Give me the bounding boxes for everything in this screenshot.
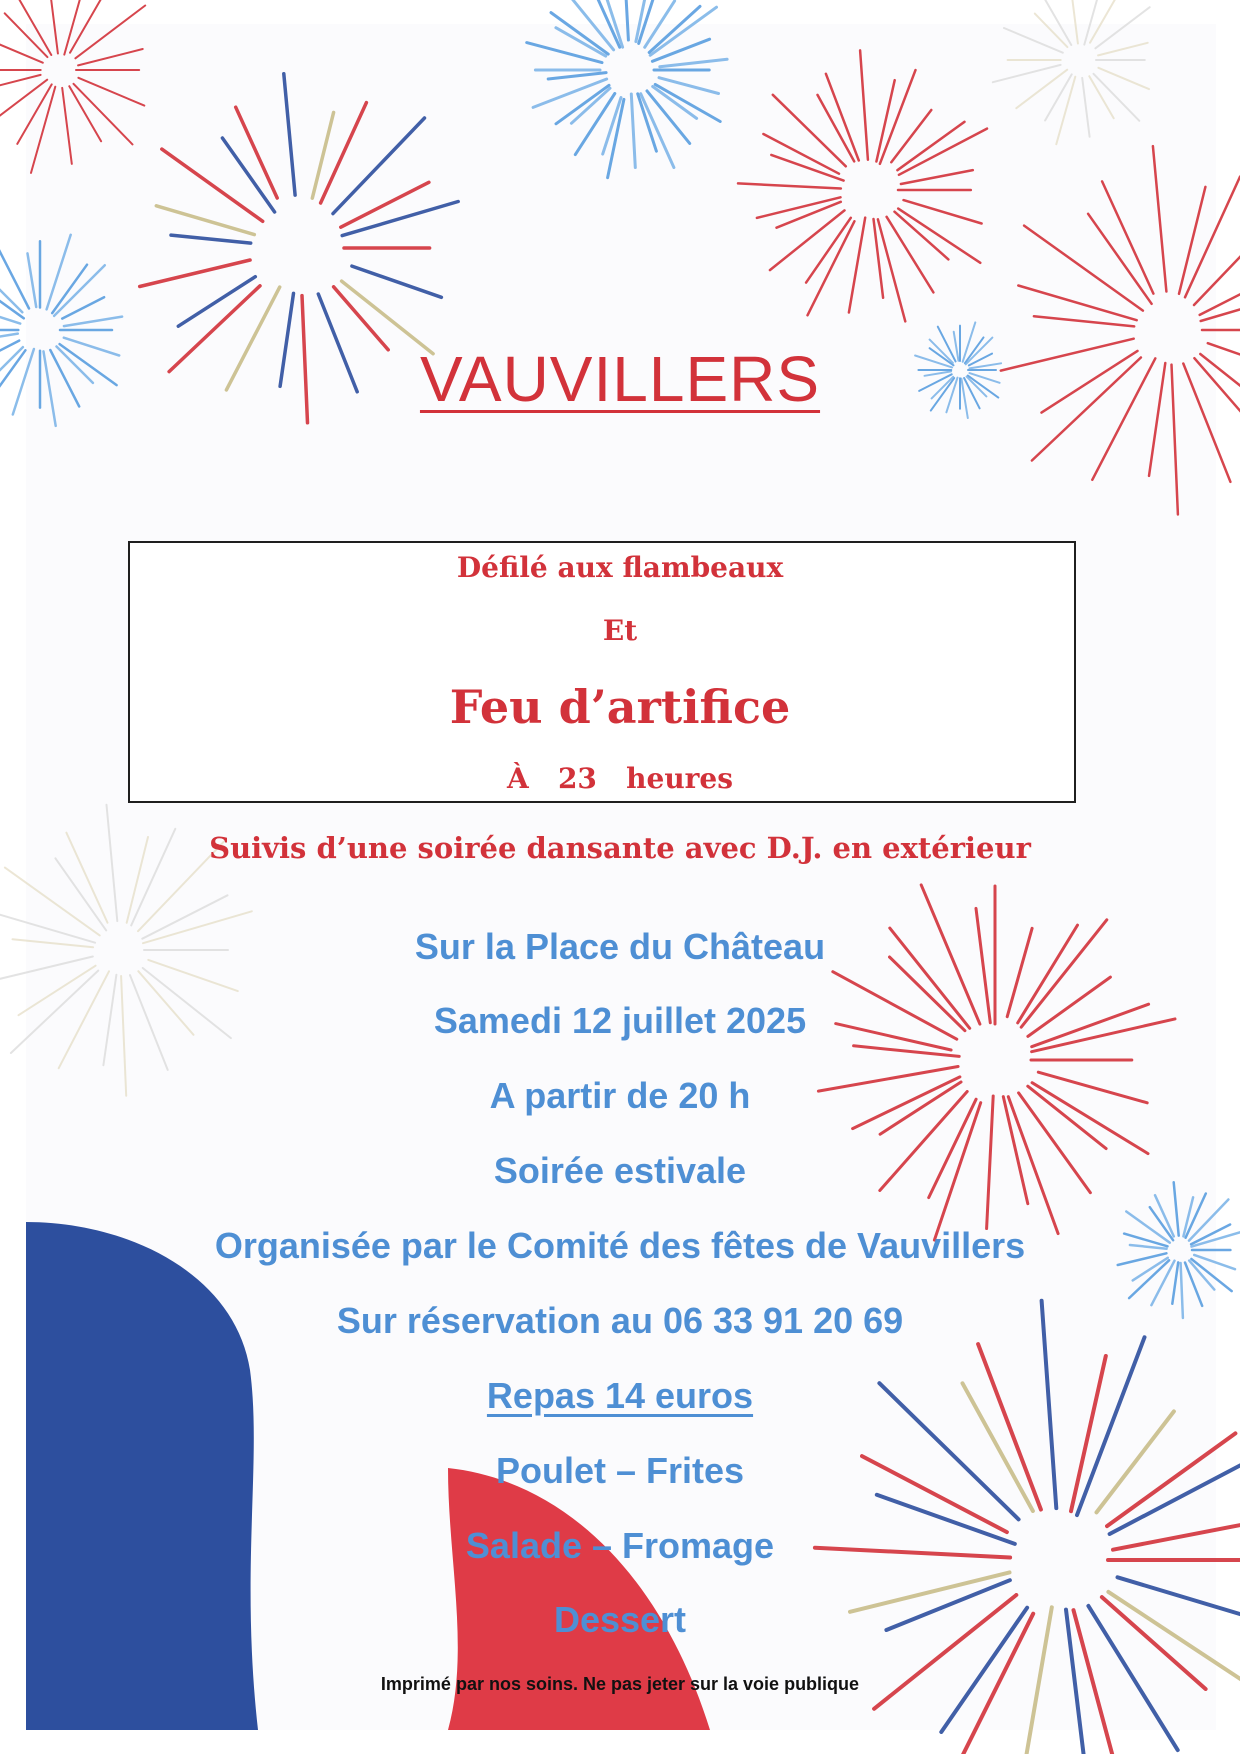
detail-meal-price: Repas 14 euros [486,1375,754,1416]
burst-top-center [527,0,727,178]
detail-time: A partir de 20 h [489,1075,751,1116]
detail-place: Sur la Place du Château [414,926,826,967]
burst-right-edge [1001,146,1240,514]
detail-date: Samedi 12 juillet 2025 [433,1000,807,1041]
detail-theme: Soirée estivale [493,1150,747,1191]
burst-top-right-pale [993,0,1150,144]
page-title: VAUVILLERS [419,343,821,415]
burst-top-right [738,50,987,321]
menu-item-dessert: Dessert [553,1599,687,1640]
menu-item-salad-cheese: Salade – Fromage [465,1525,775,1566]
event-time: À 23 heures [506,762,734,795]
subtitle: Suivis d’une soirée dansante avec D.J. en extérieur [209,831,1031,865]
menu-item-chicken-fries: Poulet – Frites [495,1450,745,1491]
event-and: Et [602,614,638,647]
detail-organizer: Organisée par le Comité des fêtes de Vauvillers [214,1225,1026,1266]
burst-far-top-left [0,0,145,173]
event-torchlight-parade: Défilé aux flambeaux [456,551,784,584]
event-fireworks: Feu d’artifice [449,680,791,734]
detail-booking: Sur réservation au 06 33 91 20 69 [336,1300,904,1341]
footer-notice: Imprimé par nos soins. Ne pas jeter sur la voie publique [380,1674,860,1694]
